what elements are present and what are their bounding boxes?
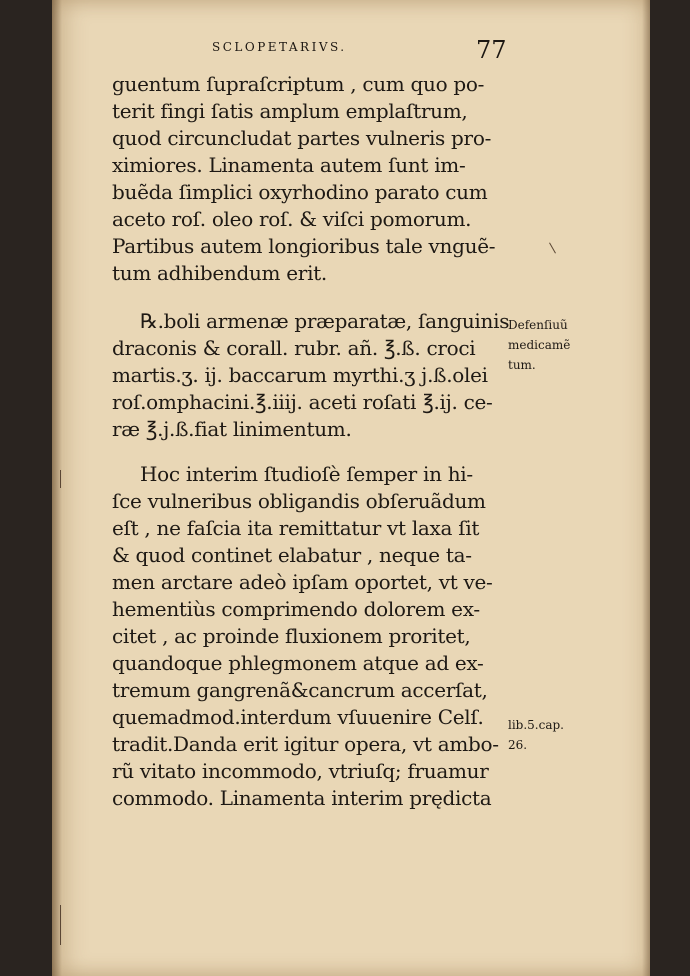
margin-note-line: Defenſiuũ xyxy=(508,318,568,332)
page-edge-shadow xyxy=(642,0,650,976)
text-line: citet , ac proinde fluxionem proritet, xyxy=(112,624,471,648)
text-line: ximiores. Linamenta autem ſunt im- xyxy=(112,153,466,177)
text-line: aceto roſ. oleo roſ. & viſci pomorum. xyxy=(112,207,472,231)
text-line: rũ vitato incommodo, vtriuſq; fruamur xyxy=(112,759,489,783)
book-page xyxy=(52,0,650,976)
ink-mark xyxy=(60,905,61,945)
text-line: & quod continet elabatur , neque ta- xyxy=(112,543,472,567)
text-line: tradit.Danda erit igitur opera, vt ambo- xyxy=(112,732,499,756)
text-line: Hoc interim ſtudioſè ſemper in hi- xyxy=(140,462,473,486)
recipe-line: roſ.omphacini.℥.iiij. aceti roſati ℥.ij. ce- xyxy=(112,390,493,414)
text-line: eſt , ne faſcia ita remittatur vt laxa ſit xyxy=(112,516,480,540)
text-line: men arctare adeò ipſam oportet, vt ve- xyxy=(112,570,493,594)
recipe-line: martis.ʒ. ij. baccarum myrthi.ʒ j.ß.olei xyxy=(112,363,488,387)
text-line: quandoque phlegmonem atque ad ex- xyxy=(112,651,484,675)
text-line: buẽda ſimplici oxyrhodino parato cum xyxy=(112,180,488,204)
page-gutter-shadow xyxy=(52,0,62,976)
text-line: quemadmod.interdum vſuuenire Celſ. xyxy=(112,705,484,729)
recipe-line: draconis & corall. rubr. añ. ℥.ß. croci xyxy=(112,336,476,360)
text-line: guentum ſupraſcriptum , cum quo po- xyxy=(112,72,485,96)
text-line: quod circuncludat partes vulneris pro- xyxy=(112,126,492,150)
ink-mark xyxy=(549,243,556,254)
margin-note-line: tum. xyxy=(508,358,536,372)
text-line: commodo. Linamenta interim prędicta xyxy=(112,786,492,810)
recipe-line: ℞.boli armenæ præparatæ, ſanguinis xyxy=(140,309,510,333)
ink-mark xyxy=(60,470,61,488)
text-line: tremum gangrenã&cancrum accerſat, xyxy=(112,678,488,702)
page-number: 77 xyxy=(476,36,507,64)
text-line: ſce vulneribus obligandis obſeruãdum xyxy=(112,489,486,513)
text-line: terit fingi ſatis amplum emplaſtrum, xyxy=(112,99,468,123)
text-line: hementiùs comprimendo dolorem ex- xyxy=(112,597,480,621)
text-line: Partibus autem longioribus tale vnguẽ- xyxy=(112,234,496,258)
recipe-line: ræ ℥.j.ß.fiat linimentum. xyxy=(112,417,352,441)
margin-note-line: 26. xyxy=(508,738,528,752)
text-line: tum adhibendum erit. xyxy=(112,261,327,285)
running-title: SCLOPETARIVS. xyxy=(212,40,347,54)
margin-note-line: medicamẽ xyxy=(508,338,571,352)
margin-note-line: lib.5.cap. xyxy=(508,718,564,732)
